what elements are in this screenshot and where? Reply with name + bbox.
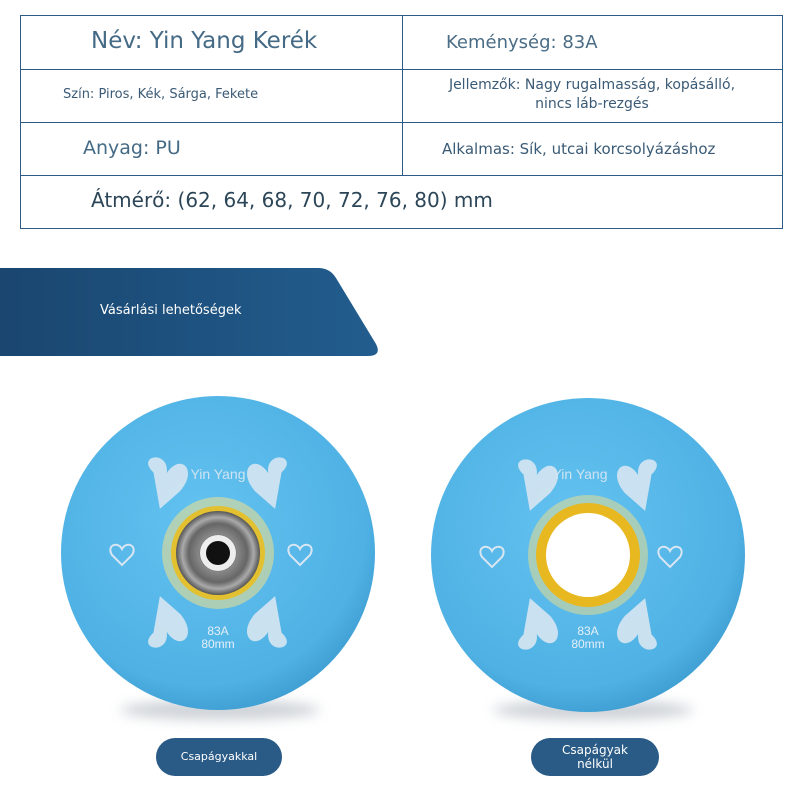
option-label: Csapágyak nélkül (562, 743, 628, 771)
banner-label: Vásárlási lehetőségek (100, 303, 242, 318)
option-label: Csapágyakkal (180, 750, 258, 763)
table-divider (21, 175, 782, 176)
color-value: Szín: Piros, Kék, Sárga, Fekete (63, 87, 259, 102)
material-value: Anyag: PU (83, 137, 181, 159)
suitable-value: Alkalmas: Sík, utcai korcsolyázáshoz (442, 140, 716, 158)
features-value (402, 76, 782, 114)
wheel-hardness: 83A (577, 624, 599, 638)
diameter-value: Átmérő: (62, 64, 68, 70, 72, 76, 80) mm (91, 188, 493, 212)
spec-table (20, 15, 783, 229)
features-line-2: nincs láb-rezgés (535, 96, 649, 112)
wheel-brand: Yin Yang (190, 466, 246, 482)
option-with-bearings-button[interactable] (156, 738, 282, 776)
option-without-bearings-button[interactable] (531, 738, 659, 776)
product-name: Név: Yin Yang Kerék (91, 28, 318, 54)
hardness-value: Keménység: 83A (446, 32, 598, 53)
features-line-1: Jellemzők: Nagy rugalmasság, kopásálló, (448, 77, 736, 93)
wheel-size: 80mm (571, 637, 605, 651)
purchase-options-banner (0, 268, 380, 356)
wheel-size: 80mm (201, 637, 235, 651)
wheel-hardness: 83A (207, 624, 229, 638)
wheel-brand: Yin Yang (552, 466, 608, 482)
wheel-without-bearing (430, 397, 746, 713)
wheel-with-bearing (60, 395, 376, 711)
